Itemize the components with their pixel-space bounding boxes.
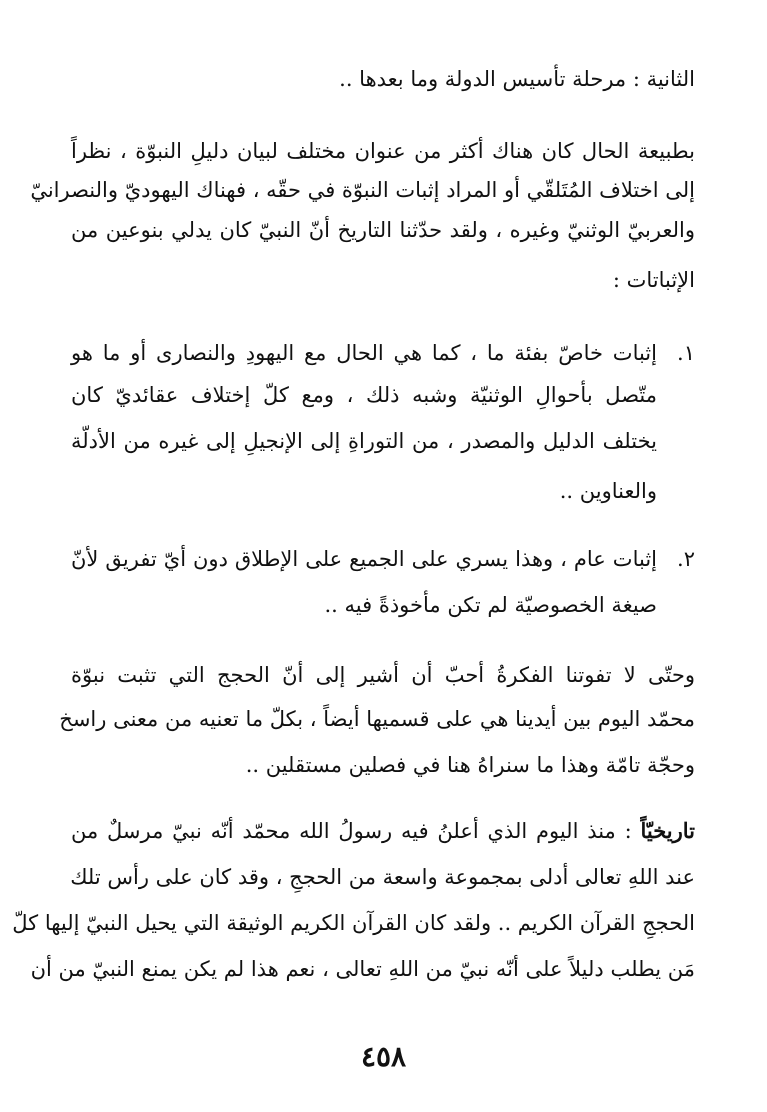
paragraph-3-line-1	[71, 812, 695, 850]
paragraph-2-line-1: وحتّى لا تفوتنا الفكرةُ أحبّ أن أشير إلى أنّ الحجج التي تثبت نبوّة	[71, 663, 695, 687]
list-item-2-line-2: صيغة الخصوصيّة لم تكن مأخوذةً فيه ..	[324, 593, 657, 617]
list-item-1-number: ١.	[677, 341, 695, 365]
paragraph-3-line-4: مَن يطلب دليلاً على أنّه نبيّ من اللهِ تعالى ، نعم هذا لم يكن يمنع النبيّ من أن	[30, 957, 695, 981]
paragraph-1-line-2: إلى اختلاف المُتَلقّي أو المراد إثبات النبوّة في حقّه ، فهناك اليهوديّ والنصرانيّ	[30, 178, 695, 202]
section-heading: الثانية : مرحلة تأسيس الدولة وما بعدها ..	[339, 67, 695, 91]
list-item-1-line-2: متّصل بأحوالِ الوثنيّة وشبه ذلك ، ومع كلّ إختلاف عقائديّ كان	[71, 383, 657, 407]
list-item-1-line-1: إثبات خاصّ بفئة ما ، كما هي الحال مع اليهودِ والنصارى أو ما هو	[71, 341, 657, 365]
page-number: ٤٥٨	[360, 1040, 407, 1073]
paragraph-3-line-2: عند اللهِ تعالى أدلى بمجموعة واسعة من الحججِ ، وقد كان على رأس تلك	[70, 865, 695, 889]
paragraph-1-line-3: والعربيّ الوثنيّ وغيره ، ولقد حدّثنا التاريخ أنّ النبيّ كان يدلي بنوعين من	[71, 218, 695, 242]
paragraph-3-first-line-rest: : منذ اليوم الذي أعلنُ فيه رسولُ الله محمّد أنّه نبيّ مرسلٌ من	[71, 819, 641, 843]
list-item-1-line-4: والعناوين ..	[559, 479, 657, 503]
paragraph-1-line-4: الإثباتات :	[612, 268, 695, 292]
paragraph-2-line-3: وحجّة تامّة وهذا ما سنراهُ هنا في فصلين مستقلين ..	[245, 753, 695, 777]
paragraph-3-lead: تاريخيّاً	[640, 818, 695, 843]
list-item-2-line-1: إثبات عام ، وهذا يسري على الجميع على الإطلاق دون أيّ تفريق لأنّ	[71, 547, 657, 571]
list-item-1-line-3: يختلف الدليل والمصدر ، من التوراةِ إلى الإنجيلِ إلى غيره من الأدلّة	[71, 429, 657, 453]
paragraph-2-line-2: محمّد اليوم بين أيدينا هي على قسميها أيضاً ، بكلّ ما تعنيه من معنى راسخ	[59, 707, 695, 731]
paragraph-3-line-3: الحججِ القرآن الكريم .. ولقد كان القرآن الكريم الوثيقة التي يحيل النبيّ إليها كلّ	[12, 911, 695, 935]
list-item-2-number: ٢.	[677, 547, 695, 571]
paragraph-1-line-1: بطبيعة الحال كان هناك أكثر من عنوان مختلف لبيان دليلِ النبوّة ، نظراً	[71, 139, 695, 163]
